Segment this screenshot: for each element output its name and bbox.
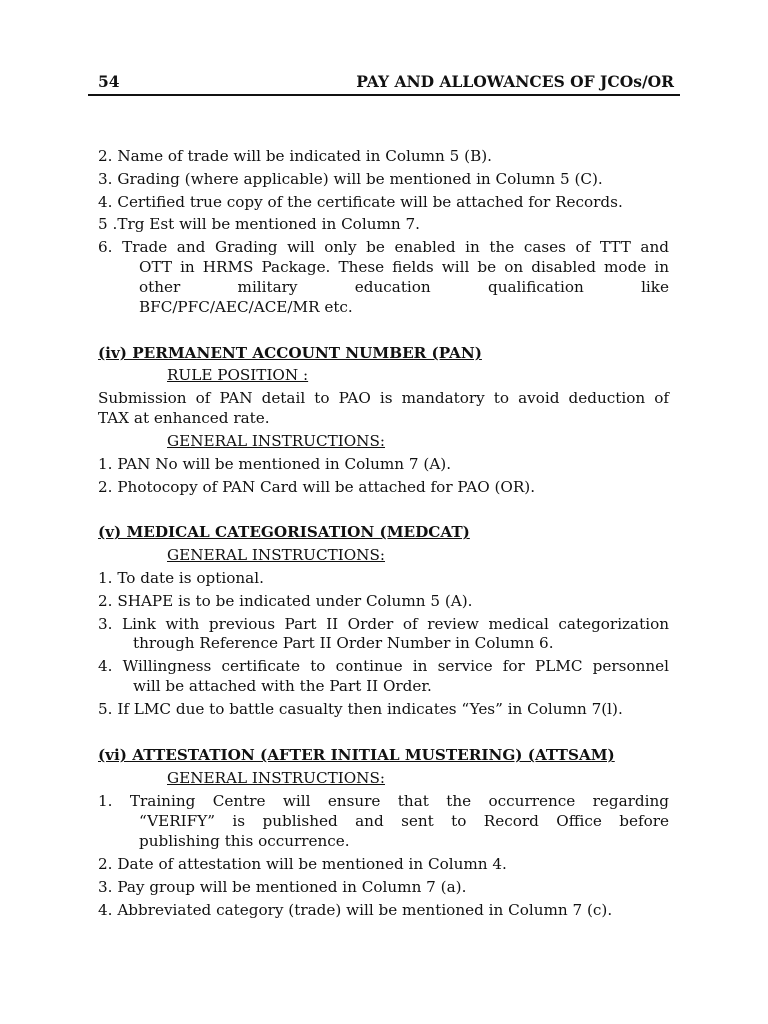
list-item: 4. Certified true copy of the certificate will be attached for Records.	[98, 193, 623, 211]
list-item-continuation: publishing this occurrence.	[139, 832, 350, 850]
list-item: 1. PAN No will be mentioned in Column 7 (A).	[98, 455, 452, 473]
list-item-continuation: will be attached with the Part II Order.	[133, 677, 432, 695]
general-instructions-label: GENERAL INSTRUCTIONS:	[167, 546, 385, 564]
list-item: 3. Pay group will be mentioned in Column 7 (a).	[98, 878, 467, 896]
list-item: 3. Link with previous Part II Order of review medical categorization	[98, 615, 669, 633]
general-instructions-label: GENERAL INSTRUCTIONS:	[167, 432, 385, 450]
general-instructions-label: GENERAL INSTRUCTIONS:	[167, 769, 385, 787]
list-item: 5 .Trg Est will be mentioned in Column 7.	[98, 215, 420, 233]
list-item: 2. Photocopy of PAN Card will be attached for PAO (OR).	[98, 478, 536, 496]
section-heading-medcat: (v) MEDICAL CATEGORISATION (MEDCAT)	[98, 523, 470, 541]
list-item-continuation: OTT in HRMS Package. These fields will be on disabled mode in	[139, 258, 669, 276]
list-item: 2. SHAPE is to be indicated under Column 5 (A).	[98, 592, 473, 610]
section-heading-attsam: (vi) ATTESTATION (AFTER INITIAL MUSTERING) (ATTSAM)	[98, 746, 615, 764]
list-item: 1. To date is optional.	[98, 569, 264, 587]
list-item: 4. Willingness certificate to continue in service for PLMC personnel	[98, 657, 669, 675]
page-header	[88, 70, 680, 96]
list-item: 6. Trade and Grading will only be enabled in the cases of TTT and	[98, 238, 669, 256]
list-item-continuation: “VERIFY” is published and sent to Record Office before	[139, 812, 669, 830]
page-number: 54	[98, 72, 120, 91]
list-item: 5. If LMC due to battle casualty then indicates “Yes” in Column 7(l).	[98, 700, 623, 718]
list-item: 2. Date of attestation will be mentioned in Column 4.	[98, 855, 507, 873]
list-item: 4. Abbreviated category (trade) will be mentioned in Column 7 (c).	[98, 901, 613, 919]
paragraph-line: Submission of PAN detail to PAO is mandatory to avoid deduction of	[98, 389, 669, 407]
list-item: 2. Name of trade will be indicated in Column 5 (B).	[98, 147, 492, 165]
section-heading-pan: (iv) PERMANENT ACCOUNT NUMBER (PAN)	[98, 344, 482, 362]
list-item-continuation: other military education qualification like	[139, 278, 669, 296]
list-item-continuation: through Reference Part II Order Number in Column 6.	[133, 634, 554, 652]
list-item: 3. Grading (where applicable) will be mentioned in Column 5 (C).	[98, 170, 603, 188]
running-title: PAY AND ALLOWANCES OF JCOs/OR	[356, 72, 674, 91]
list-item-continuation: BFC/PFC/AEC/ACE/MR etc.	[139, 298, 353, 316]
list-item: 1. Training Centre will ensure that the occurrence regarding	[98, 792, 669, 810]
paragraph-line: TAX at enhanced rate.	[98, 409, 270, 427]
rule-position-label: RULE POSITION :	[167, 366, 309, 384]
